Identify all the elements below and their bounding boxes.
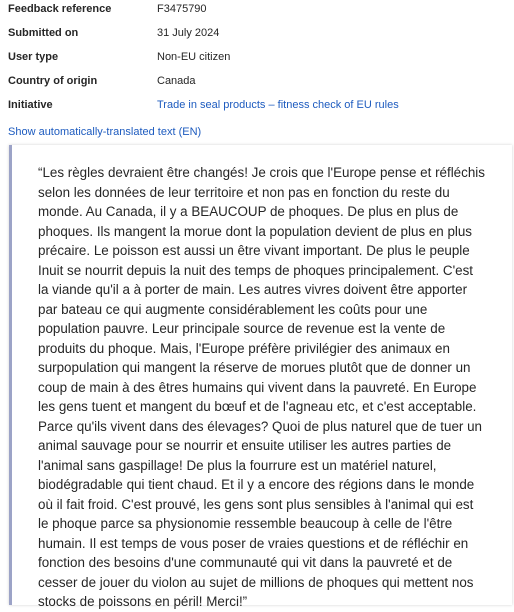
submitted-on-value: 31 July 2024 <box>157 27 220 39</box>
country-value: Canada <box>157 75 196 87</box>
initiative-link[interactable]: Trade in seal products – fitness check of EU rules <box>157 99 399 111</box>
feedback-comment-box <box>9 145 512 609</box>
user-type-label: User type <box>8 51 59 63</box>
submitted-on-row <box>8 24 508 48</box>
feedback-comment-text: “Les règles devraient être changés! Je crois que l'Europe pense et réfléchis selon les données de leur territoire et non pas en fonction du reste du monde. Au Canada, il y a BEAUCOUP de phoques. De plus en plus de phoques. Ils mangent la morue dont la population devient de plus en plus précaire. Le poisson est aussi un être vivant important. De plus le peuple Inuit se nourrit depuis la nuit des temps de phoques principalement. C'est la viande qu'il a à porter de main. Les autres vivres doivent être apporter par bateau ce qui augmente considérablement les coûts pour une population pauvre. Leur principale source de revenue est la vente de produits du phoque. Mais, l'Europe préfère privilégier des animaux en surpopulation qui mangent la réserve de morues plutôt que de donner un coup de main à des êtres humains qui vivent dans la pauvreté. En Europe les gens tuent et mangent du bœuf et de l'agneau etc, et c'est acceptable. Parce qu'ils vivent dans des élevages? Quoi de plus naturel que de tuer un animal sauvage pour se nourrir et ensuite utiliser les autres parties de l'animal sans gaspillage! De plus la fourrure est un matériel naturel, biodégradable qui tient chaud. Et il y a encore des régions dans le monde où il fait froid. C'est prouvé, les gens sont plus sensibles à l'animal qui est le phoque parce sa physionomie ressemble beaucoup à celle de l'être humain. Il est temps de vous poser de vraies questions et de réfléchir en fonction des besoins d'une communauté qui vit dans la pauvreté et de cesser de jouer du violon au sujet de millions de phoques qui mettent nos stocks de poissons en péril! Merci!” <box>38 165 485 609</box>
user-type-value: Non-EU citizen <box>157 51 231 63</box>
show-translation-link[interactable]: Show automatically-translated text (EN) <box>8 126 202 138</box>
feedback-reference-value: F3475790 <box>157 3 207 15</box>
submitted-on-label: Submitted on <box>8 27 79 39</box>
user-type-row <box>8 48 508 72</box>
initiative-row <box>8 96 508 120</box>
country-row <box>8 72 508 96</box>
feedback-reference-label: Feedback reference <box>8 3 112 15</box>
initiative-label: Initiative <box>8 99 53 111</box>
feedback-metadata <box>8 0 508 120</box>
feedback-reference-row <box>8 0 508 24</box>
country-label: Country of origin <box>8 75 98 87</box>
